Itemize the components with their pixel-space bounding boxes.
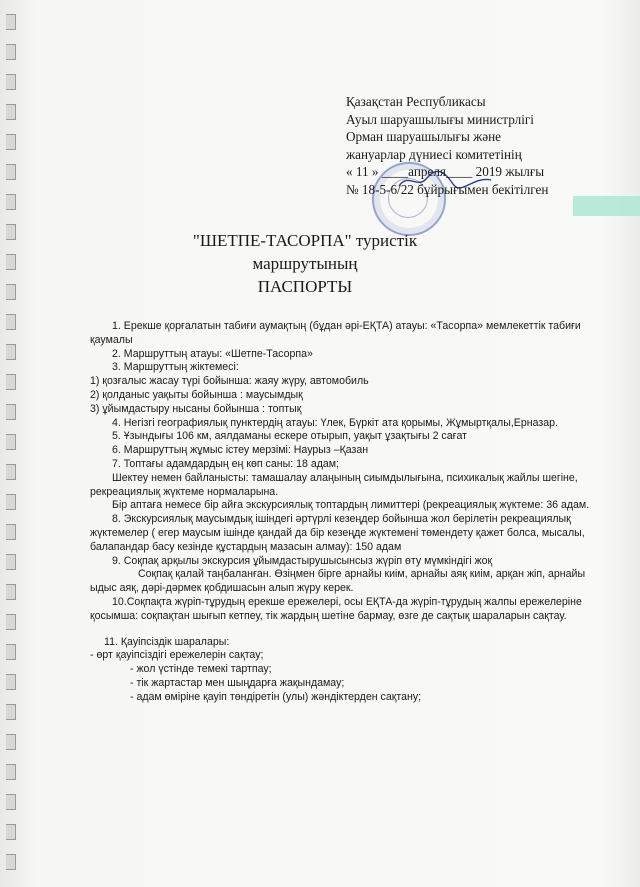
item-5: 5. Ұзындығы 106 км, аялдаманы ескере отырып, уақыт ұзақтығы 2 сағат [112,430,467,443]
item-11-b: - жол үстінде темекі тартпау; [130,663,272,676]
approval-line: жануарлар дүниесі комитетінің [346,146,522,162]
item-2: 2. Маршруттың атауы: «Шетпе-Тасорпа» [112,347,313,360]
item-4: 4. Негізгі географиялық пунктердің атауы: Үлек, Бүркіт ата қорымы, Жұмыртқалы,Ерназар. [112,416,558,429]
document-title [140,229,470,298]
approval-block [346,93,616,199]
item-11: 11. Қауіпсіздік шаралары: [104,635,230,648]
title-line-1: "ШЕТПЕ-ТАСОРПА" туристік маршрутының [192,231,418,273]
item-3-3: 3) ұйымдастыру нысаны бойынша : топтық [90,402,302,415]
approval-line: Ауыл шаруашылығы министрлігі [346,111,534,127]
approval-line: Орман шаруашылығы және [346,129,501,145]
item-9-note: Соқпақ қалай таңбаланған. Өзіңмен бірге арнайы киім, арнайы аяқ киім, арқан жіп, арнайы ыдыс аяқ, дәрі-дәрмек қобдишасын алып жүру керек. [90,568,586,595]
approval-order-line: № 18-5-6/22 бұйрығымен бекітілген [346,181,549,197]
item-1: 1. Ерекше қорғалатын табиғи аумақтың (бұдан әрі-ЕҚТА) атауы: «Тасорпа» мемлекеттік табиғи қаумалы [90,320,581,346]
item-11-d: - адам өміріне қауіп төндіретін (улы) жәндіктерден сақтану; [130,690,422,703]
item-7-note: Шектеу немен байланысты: тамашалау алаңының сиымдылығына, психикалық жайлы шегіне, рекреациялық жүктеме нормаларына. [90,471,578,498]
item-11-c: - тік жартастар мен шыңдарға жақындамау; [130,676,345,689]
title-line-2: ПАСПОРТЫ [257,277,353,296]
item-7-limit: Бір аптаға немесе бір айға экскурсиялық топтардың лимиттері (рекреациялық жүктеме: 36 адам. [112,499,590,512]
document-body [90,320,590,705]
item-6: 6. Маршруттың жұмыс істеу мерзімі: Наурыз –Қазан [112,444,369,457]
item-7: 7. Топтағы адамдардың ең көп саны: 18 адам; [112,457,340,470]
item-8: 8. Экскурсиялық маусымдық ішіндегі әртүрлі кезеңдер бойынша жол берілетін рекреациялық жүктемелер ( егер маусым ішінде қандай да бір кезеңде жүктемені төмендету қажет болса, мысалы, балапандар басу кезінде құстардың мазасын алмау): 150 адам [90,513,585,553]
binder-margin [6,0,20,887]
item-9: 9. Соқпақ арқылы экскурсия ұйымдастырушысынсыз жүріп өту мүмкіндігі жоқ [112,554,493,567]
approval-date-line: « 11 » ____апреля____ 2019 жылғы [346,164,545,180]
item-11-a: - өрт қауіпсіздігі ережелерін сақтау; [90,649,264,662]
approval-line: Қазақстан Республикасы [346,94,486,109]
item-3-1: 1) қозғалыс жасау түрі бойынша: жаяу жүру, автомобиль [90,375,369,388]
item-3: 3. Маршруттың жіктемесі: [112,361,239,374]
item-3-2: 2) қолданыс уақыты бойынша : маусымдық [90,388,303,401]
item-10: 10.Соқпақта жүріп-тұрудың ерекше ережелері, осы ЕҚТА-да жүріп-тұрудың жалпы ережелеріне қосымша: соқпақтан шығып кетпеу, тік жардың шетіне бармау, өзге де сақтық шараларын сақтау. [90,595,582,622]
sticky-note-tab [573,196,640,216]
